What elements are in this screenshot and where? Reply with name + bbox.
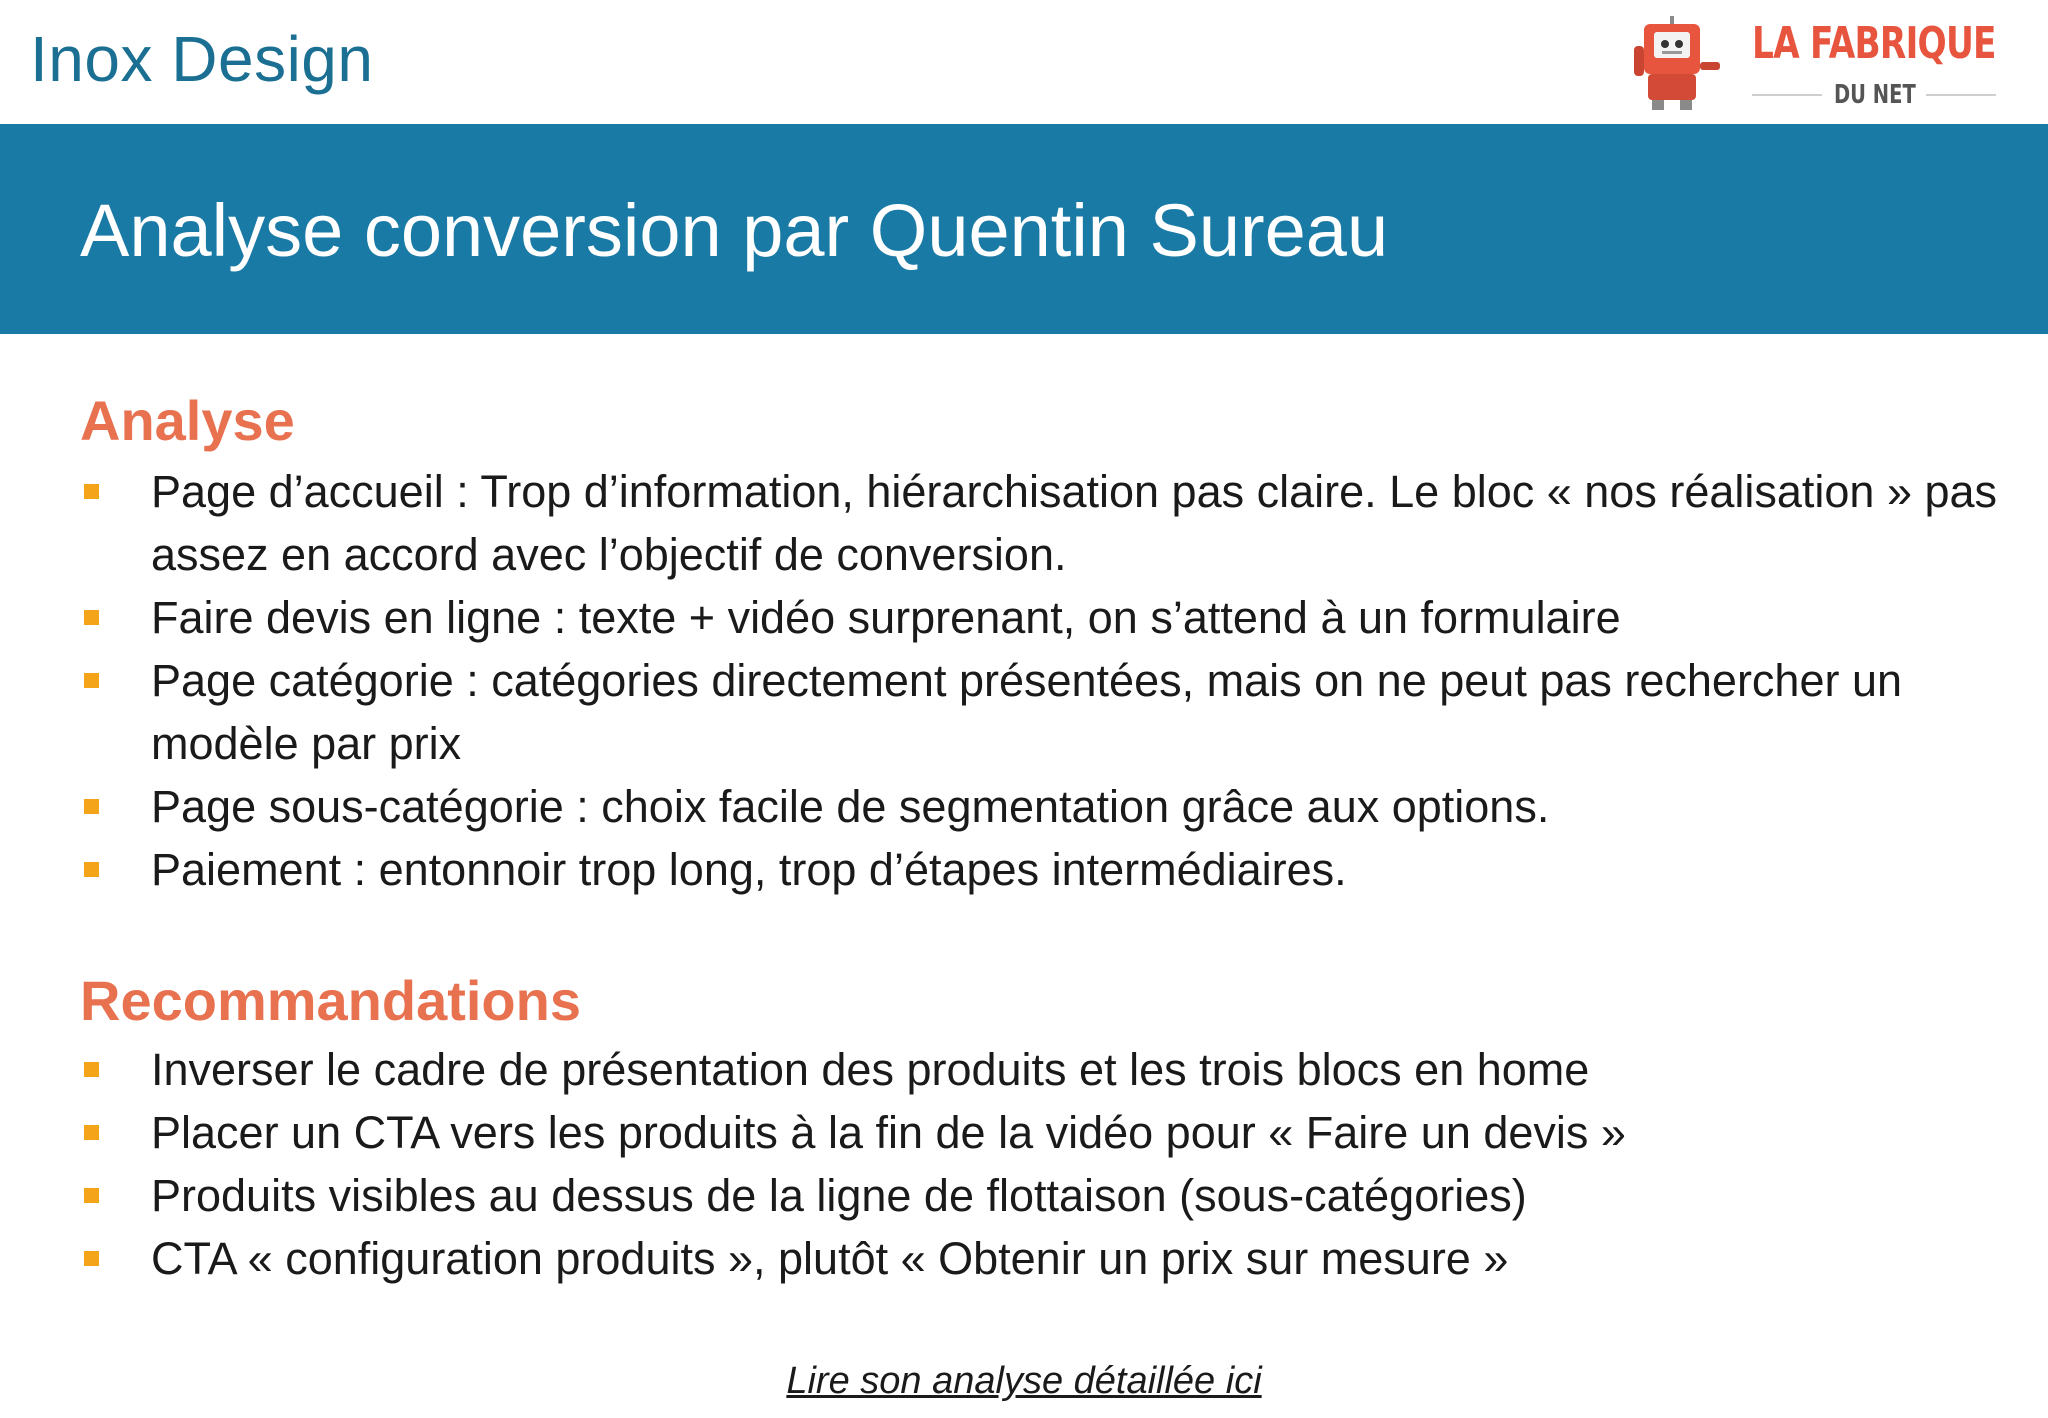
analyse-item [0, 460, 2048, 586]
recommandations-heading: Recommandations [80, 969, 581, 1032]
robot-mascot-icon [1630, 16, 1722, 112]
bullet-square-icon [84, 484, 99, 499]
analyse-item-text: Page catégorie : catégories directement présentées, mais on ne peut pas rechercher un modèle par prix [151, 655, 1903, 769]
bullet-square-icon [84, 1251, 99, 1266]
analyse-item-text: Page d’accueil : Trop d’information, hiérarchisation pas claire. Le bloc « nos réalisation » pas assez en accord avec l’objectif de conversion. [151, 466, 1998, 580]
title-banner [0, 124, 2048, 334]
recommandation-item-text: CTA « configuration produits », plutôt « Obtenir un prix sur mesure » [151, 1233, 1509, 1284]
recommandation-item-text: Placer un CTA vers les produits à la fin de la vidéo pour « Faire un devis » [151, 1107, 1626, 1158]
bullet-square-icon [84, 799, 99, 814]
bullet-square-icon [84, 1062, 99, 1077]
bullet-square-icon [84, 1125, 99, 1140]
analyse-item-text: Page sous-catégorie : choix facile de segmentation grâce aux options. [151, 781, 1550, 832]
slide-title: Analyse conversion par Quentin Sureau [80, 189, 1389, 272]
company-name: Inox Design [30, 23, 374, 95]
analyse-item [0, 586, 2048, 649]
analyse-heading: Analyse [80, 389, 295, 452]
recommandations-list [0, 1038, 2048, 1290]
analyse-item [0, 775, 2048, 838]
recommandation-item [0, 1227, 2048, 1290]
recommandation-item [0, 1038, 2048, 1101]
analyse-list [0, 460, 2048, 901]
logo-divider-left [1752, 94, 1822, 96]
recommandation-item-text: Inverser le cadre de présentation des produits et les trois blocs en home [151, 1044, 1590, 1095]
recommandation-item-text: Produits visibles au dessus de la ligne de flottaison (sous-catégories) [151, 1170, 1527, 1221]
logo-subtitle: DU NET [1834, 80, 1916, 110]
la-fabrique-du-net-logo [1630, 14, 2010, 114]
recommandation-item [0, 1101, 2048, 1164]
analyse-item [0, 649, 2048, 775]
logo-divider-right [1926, 94, 1996, 96]
recommandation-item [0, 1164, 2048, 1227]
bullet-square-icon [84, 1188, 99, 1203]
logo-title: LA FABRIQUE [1752, 18, 1996, 69]
analyse-item [0, 838, 2048, 901]
analyse-item-text: Paiement : entonnoir trop long, trop d’étapes intermédiaires. [151, 844, 1347, 895]
detailed-analysis-link[interactable]: Lire son analyse détaillée ici [786, 1360, 1262, 1402]
analyse-item-text: Faire devis en ligne : texte + vidéo surprenant, on s’attend à un formulaire [151, 592, 1621, 643]
bullet-square-icon [84, 610, 99, 625]
bullet-square-icon [84, 862, 99, 877]
bullet-square-icon [84, 673, 99, 688]
